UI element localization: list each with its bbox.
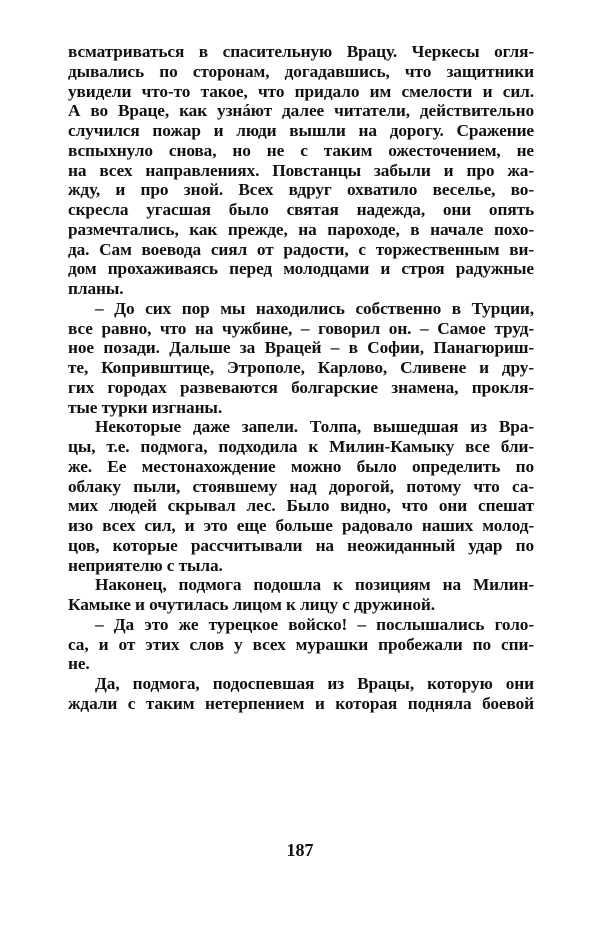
text-line: на всех направлениях. Повстанцы забыли и про жа- [68, 160, 534, 180]
text-line: Некоторые даже запели. Толпа, вышедшая из Вра- [95, 417, 534, 437]
text-line: всматриваться в спасительную Врацу. Черкесы огля- [68, 42, 534, 61]
text-line: цов, которые рассчитывали на неожиданный удар по [68, 535, 534, 555]
text-line: вспыхнуло снова, но не с таким ожесточением, не [68, 140, 534, 160]
text-line: да. Сам воевода сиял от радости, с торжественным ви- [68, 239, 534, 259]
text-line: те, Копривштице, Этрополе, Карлово, Сливене и дру- [68, 358, 534, 377]
text-line: изо всех сил, и это еще больше радовало наших молод- [68, 516, 534, 535]
text-line: ждали с таким нетерпением и которая подняла боевой [68, 693, 534, 713]
text-line: тые турки изгнаны. [68, 397, 223, 417]
text-line: не. [68, 654, 90, 674]
text-line: – До сих пор мы находились собственно в Турции, [95, 298, 534, 318]
text-line: увидели что-то такое, что придало им смелости и сил. [68, 81, 534, 101]
text-line: Наконец, подмога подошла к позициям на Милин- [95, 575, 534, 595]
text-line: планы. [68, 279, 124, 298]
text-line: гих городах развеваются болгарские знамена, прокля- [68, 377, 534, 397]
text-line: ное позади. Дальше за Врацей – в Софии, Панагюриш- [68, 338, 534, 358]
text-line: же. Ее местонахождение можно было определить по [68, 456, 534, 476]
text-line: неприятелю с тыла. [68, 555, 223, 575]
text-line: облаку пыли, стоявшему над дорогой, потому что са- [68, 476, 534, 496]
text-line: А во Враце, как узнáют далее читатели, действительно [68, 101, 534, 121]
text-line: – Да это же турецкое войско! – послышались голо- [95, 614, 534, 634]
text-line: жду, и про зной. Всех вдруг охватило веселье, во- [68, 180, 534, 200]
text-line: мих людей скрывал лес. Было видно, что они спешат [68, 496, 534, 516]
text-line: случился пожар и люди вышли на дорогу. Сражение [68, 121, 534, 140]
text-line: размечтались, как прежде, на пароходе, в начале похо- [68, 219, 534, 239]
page-number: 187 [286, 840, 314, 860]
text-line: Камыке и очутилась лицом к лицу с дружиной. [68, 595, 435, 614]
text-line: все равно, что на чужбине, – говорил он. – Самое труд- [68, 318, 534, 338]
text-line: Да, подмога, подоспевшая из Врацы, которую они [95, 674, 534, 693]
text-line: дом прохаживаясь перед молодцами и строя радужные [68, 259, 534, 279]
text-line: цы, т.е. подмога, подходила к Милин-Камыку все бли- [68, 437, 534, 456]
text-line: дывались по сторонам, догадавшись, что защитники [68, 61, 534, 81]
text-line: са, и от этих слов у всех мурашки пробежали по спи- [68, 634, 534, 654]
page-body [68, 42, 534, 714]
text-line: скресла угасшая было святая надежда, они опять [68, 200, 534, 219]
